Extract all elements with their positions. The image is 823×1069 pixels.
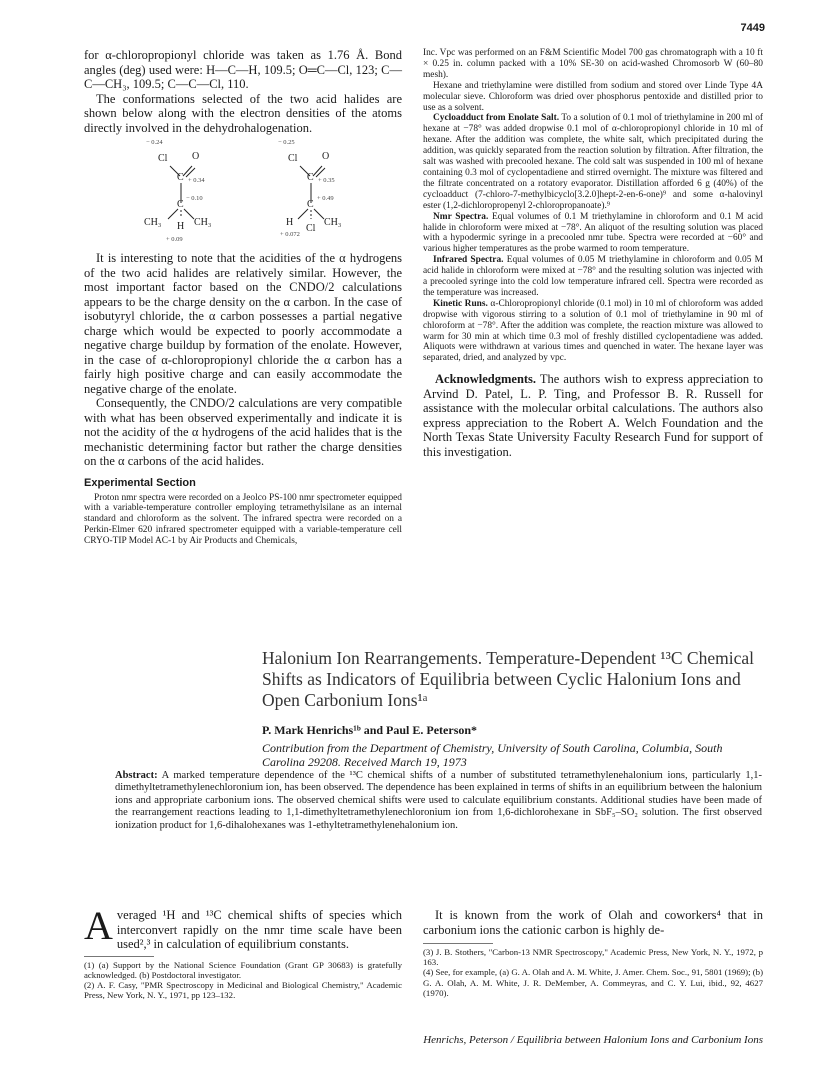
- atom-o-right: O: [322, 151, 330, 162]
- intro-paragraph-left: [84, 903, 402, 952]
- experimental-paragraph-1: Proton nmr spectra were recorded on a Jeolco PS-100 nmr spectrometer equipped with a variable-temperature controller employing tetramethylsilane as an internal standard and chloroform as the solvent. The infrared spectra were recorded on a Perkin-Elmer 620 infrared spectrometer equipped with a variable-temperature cell CRYO-TIP Model AC-1 by Air Products and Chemicals,: [84, 492, 402, 547]
- atom-c-alpha-left: C: [177, 199, 184, 210]
- atom-c-carbonyl-left: C: [177, 172, 184, 183]
- footnote-rule-right: [423, 943, 493, 944]
- abstract-text: A marked temperature dependence of the ¹³C chemical shifts of a number of substituted tetramethylenehalonium ions, particularly 1,1-dimethyltetramethylenechloronium ion, has been observed. The dependence has been explained in terms of shifts in an equilibrium between the halonium ions and appropriate carbonium ions. The observed chemical shifts were used to calculate equilibrium constants. Additional studies have been made of the rearrangement reactions leading to 1,1-dimethyltetramethylenechloronium ion from 1,6-dichlorohexane in SbF₅–SO₂ solution. The first observed ionization product for 1,6-dihalohexanes was 1-ethyltetramethylenehalonium ion.: [115, 770, 762, 831]
- charge-carbonyl-left: + 0.34: [188, 177, 205, 184]
- article-affiliation: Contribution from the Department of Chemistry, University of South Carolina, Columbia, South Carolina 29208. Received March 19, 1973: [262, 741, 723, 769]
- text-cycloadduct: To a solution of 0.1 mol of triethylamine in 200 ml of hexane at −78° was added dropwise 0.1 mol of α-chloropropionyl chloride in 10 ml of hexane. After the addition was complete, the white salt, which precipitated during the addition, was quickly separated from the reaction solution by filtration. After filtration, the salt was washed with precooled hexane. The cold salt was suspended in 100 ml of hexane containing 0.3 mol of cyclopentadiene and stirred overnight. The mixture was filtered and the filtrate concentrated on a rotatory evaporator. Distillation afforded 6 g (40%) of the cycloadduct (7-chloro-7-methylbicyclo[3.2.0]hept-2-en-6-one)⁹ and some α-halovinyl ester (1,2-dichloropropenyl 2-chloropropanoate).⁹: [423, 113, 763, 211]
- footnote-4: (4) See, for example, (a) G. A. Olah and A. M. White, J. Amer. Chem. Soc., 91, 5801 (1969); (b) G. A. Olah, A. M. White, J. R. DeMember, A. Commeyras, and C. Y. Lui, ibid., 92, 4627 (1970).: [423, 967, 763, 998]
- text-infrared: Equal volumes of 0.05 M triethylamine in chloroform and 0.05 M acid halide in chloroform were mixed at −78° and the resulting solution was injected with a precooled syringe into the cold low temperature infrared cell. Spectra were recorded as the temperature was increased.: [423, 255, 763, 298]
- right-paragraph-infrared: [423, 255, 763, 299]
- run-head-kinetic: Kinetic Runs.: [433, 298, 488, 309]
- left-paragraph-3: It is interesting to note that the acidities of the α hydrogens of the two acid halides are relatively similar. However, the most important factor based on the CNDO/2 calculations appears to be the charge density on the α carbon. In the case of isobutyryl chloride, the α carbon possesses a partial negative charge which would be expected to poorly accommodate a negative charge buildup by formation of the enolate. However, in the case of α-chloropropionyl chloride the α carbon has a fairly high positive charge and can easily accommodate the negative charge of the enolate.: [84, 251, 402, 396]
- left-column: [84, 48, 402, 547]
- left-paragraph-4: Consequently, the CNDO/2 calculations are very compatible with what has been observed experimentally and indicate it is not the acidity of the α hydrogens of the acid halides that is the mechanistic determining factor but rather the charge densities on the α carbons of the acid halides.: [84, 396, 402, 468]
- atom-h-left: H: [177, 221, 185, 232]
- charge-alpha-left: − 0.10: [186, 195, 203, 202]
- article-title: Halonium Ion Rearrangements. Temperature-Dependent ¹³C Chemical Shifts as Indicators of Equilibria between Cyclic Halonium Ions and Open Carbonium Ions¹ᵃ: [262, 648, 754, 710]
- charge-cl-right: − 0.25: [278, 139, 295, 146]
- atom-c-alpha-right: C: [307, 199, 314, 210]
- atom-c-carbonyl-right: C: [307, 172, 314, 183]
- acknowledgments-heading: Acknowledgments.: [435, 372, 537, 387]
- right-paragraph-nmr: [423, 212, 763, 256]
- structures-bonds: [84, 139, 402, 245]
- body-right-column: [423, 908, 763, 998]
- run-head-nmr: Nmr Spectra.: [433, 211, 489, 222]
- run-head-cycloadduct: Cycloadduct from Enolate Salt.: [433, 113, 560, 124]
- abstract-label: Abstract:: [115, 770, 158, 781]
- charge-alpha-right: + 0.49: [317, 195, 334, 202]
- charge-h-left: + 0.09: [166, 236, 183, 243]
- body-left-column: [84, 903, 402, 1001]
- footnote-rule-left: [84, 956, 154, 957]
- left-paragraph-1: for α-chloropropionyl chloride was taken as 1.76 Å. Bond angles (deg) used were: H—C—H, 109.5; O═C—Cl, 123; C—C—CH₃, 109.5; C—C—Cl, 110.: [84, 48, 402, 91]
- text-kinetic: α-Chloropropionyl chloride (0.1 mol) in 10 ml of chloroform was added dropwise with vigorous stirring to a solution of 0.1 mol of triethylamine in 90 ml of chloroform at −78°. After the addition was complete, the reaction mixture was allowed to warm for 30 min at which time 0.3 mol of freshly distilled cyclopentadiene was added. Aliquots were withdrawn at various times and quenched in water. The hexane layer was separated, dried, and analyzed by vpc.: [423, 298, 763, 364]
- intro-paragraph-right: It is known from the work of Olah and coworkers⁴ that in carbonium ions the cationic carbon is highly de-: [423, 908, 763, 937]
- charge-carbonyl-right: + 0.35: [318, 177, 335, 184]
- right-paragraph-cycloadduct: [423, 113, 763, 211]
- atom-o-left: O: [192, 151, 200, 162]
- article-authors: P. Mark Henrichs¹ᵇ and Paul E. Peterson*: [262, 723, 478, 737]
- right-column: [423, 48, 763, 459]
- right-paragraph-kinetic: [423, 299, 763, 364]
- run-head-infrared: Infrared Spectra.: [433, 255, 504, 266]
- intro-text-left: veraged ¹H and ¹³C chemical shifts of species which interconvert rapidly on the nmr time scale have been used²,³ in calculation of equilibrium constants.: [116, 908, 402, 951]
- atom-cl-left: Cl: [158, 153, 168, 164]
- atom-ch3-right: CH₃: [324, 217, 342, 228]
- charge-h-right: + 0.072: [280, 231, 300, 238]
- text-nmr: Equal volumes of 0.1 M triethylamine in chloroform and 0.1 M acid halide in chloroform were mixed at −78°. An aliquot of the resulting solution was placed with a hypodermic syringe in a precooled nmr tube. Spectra were recorded at −60° and various higher temperatures as the probe warmed to room temperature.: [423, 211, 763, 255]
- atom-h-right: H: [286, 217, 294, 228]
- article-header: [262, 648, 762, 769]
- page-number: 7449: [740, 22, 765, 34]
- experimental-section-heading: Experimental Section: [84, 476, 196, 489]
- right-paragraph-1: Inc. Vpc was performed on an F&M Scientific Model 700 gas chromatograph with a 10 ft × 0.25 in. column packed with a 10% SE-30 on acid-washed Chromosorb W (60–80 mesh).: [423, 48, 763, 80]
- right-paragraph-2: Hexane and triethylamine were distilled from sodium and stored over Linde Type 4A molecular sieve. Chloroform was dried over phosphorus pentoxide and distilled prior to use as a solvent.: [423, 80, 763, 113]
- atom-ch3-left-a: CH₃: [144, 217, 162, 228]
- footnote-2: (2) A. F. Casy, "PMR Spectroscopy in Medicinal and Biological Chemistry," Academic Press, New York, N. Y., 1971, pp 123–132.: [84, 979, 402, 1001]
- footnote-1: (1) (a) Support by the National Science Foundation (Grant GP 30683) is gratefully acknowledged. (b) Postdoctoral investigator.: [84, 959, 402, 980]
- abstract: [115, 770, 762, 832]
- atom-ch3-left-b: CH₃: [194, 217, 212, 228]
- acknowledgments-paragraph: [423, 372, 763, 459]
- acknowledgments-text: The authors wish to express appreciation to Arvind D. Patel, L. P. Ting, and Professor B. R. Russell for assistance with the molecular orbital calculations. The authors also express appreciation to the Robert A. Welch Foundation and the North Texas State University Faculty Research Fund for support of this investigation.: [423, 372, 763, 459]
- running-footer: Henrichs, Peterson / Equilibria between Halonium Ions and Carbonium Ions: [423, 1034, 763, 1046]
- structures-figure: [84, 139, 402, 245]
- drop-cap: A: [84, 903, 113, 948]
- atom-cl-right: Cl: [288, 153, 298, 164]
- atom-cl-alpha-right: Cl: [306, 223, 316, 234]
- charge-cl-left: − 0.24: [146, 139, 163, 146]
- left-paragraph-2: The conformations selected of the two acid halides are shown below along with the electron densities of the atoms directly involved in the dehydrohalogenation.: [84, 91, 402, 135]
- footnote-3: (3) J. B. Stothers, "Carbon-13 NMR Spectroscopy," Academic Press, New York, N. Y., 1972, p 163.: [423, 947, 763, 968]
